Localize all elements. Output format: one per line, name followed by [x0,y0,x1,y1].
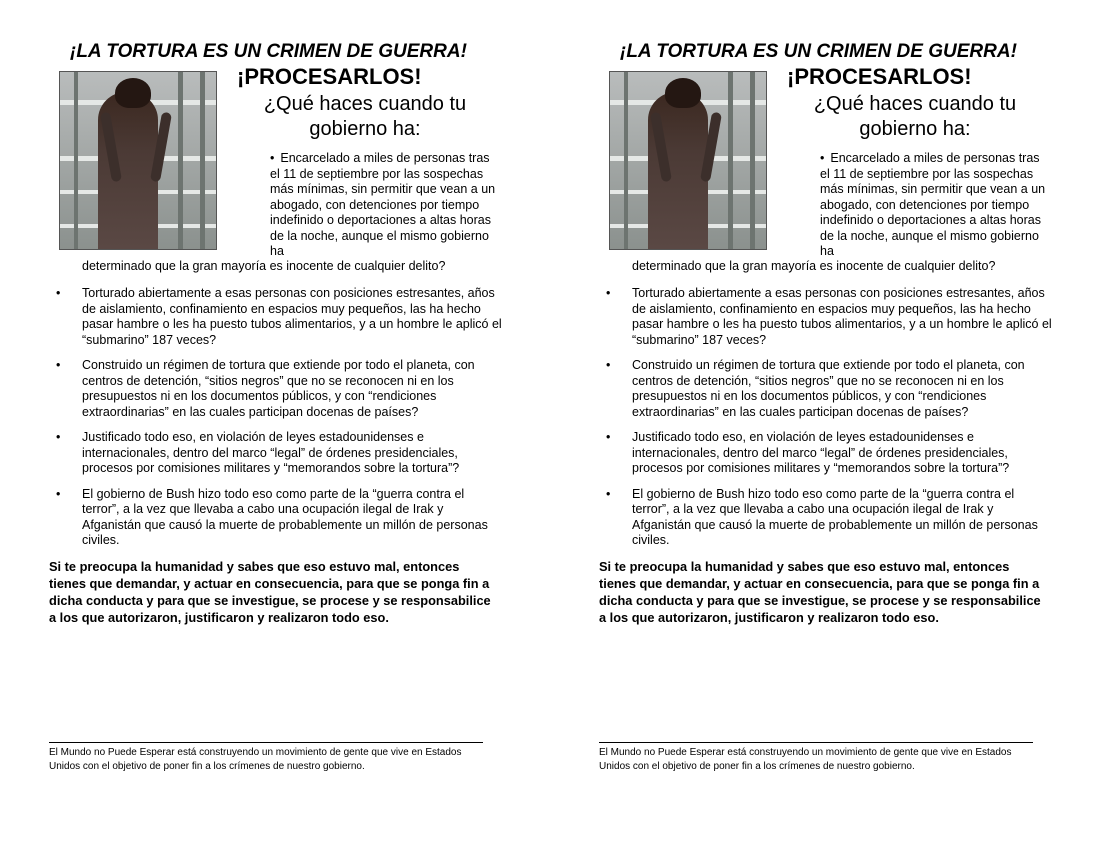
flyer-right [550,0,1100,850]
bullet-marker: • [56,358,61,372]
intro-continuation: determinado que la gran mayoría es inocente de cualquier delito? [82,259,446,273]
list-item-text: El gobierno de Bush hizo todo eso como parte de la “guerra contra el terror”, a la vez que llevaba a cabo una ocupación ilegal de Irak y Afganistán que causó la muerte de probablemente un millón de personas civiles. [82,486,488,547]
bullet-marker: • [56,486,61,501]
list-item [604,286,1054,348]
list-item-text: Construido un régimen de tortura que extiende por todo el planeta, con centros de detención, “sitios negros” que no se reconocen ni en los presupuestos ni en los documentos públicos, y con “rendiciones extraordinarias” en las cuales participan docenas de países? [82,358,475,419]
footer-text: El Mundo no Puede Esperar está construyendo un movimiento de gente que vive en Estados Unidos con el objetivo de poner fin a los crímenes de nuestro gobierno. [49,747,462,772]
bullet-marker: • [606,358,611,372]
call-to-action: Si te preocupa la humanidad y sabes que eso estuvo mal, entonces tienes que demandar, y actuar en consecuencia, para que se ponga fin a dicha conducta y para que se investigue, se procese y se responsabilice a los que autorizaron, justificaron y realizaron todo eso. [599,559,1041,625]
footer-divider [49,742,483,743]
bullet-marker: • [56,286,61,300]
subhead: ¡PROCESARLOS! [237,64,422,89]
list-item [54,487,504,549]
headline: ¡LA TORTURA ES UN CRIMEN DE GUERRA! [70,41,467,62]
list-item-text: Construido un régimen de tortura que extiende por todo el planeta, con centros de detención, “sitios negros” que no se reconocen ni en los presupuestos ni en los documentos públicos, y con “rendiciones extraordinarias” en las cuales participan docenas de países? [632,358,1025,419]
detainee-photo [609,71,767,250]
bullet-marker: • [270,151,275,165]
footer-text: El Mundo no Puede Esperar está construyendo un movimiento de gente que vive en Estados Unidos con el objetivo de poner fin a los crímenes de nuestro gobierno. [599,747,1012,772]
list-item [604,487,1054,549]
intro-bullet [270,151,502,260]
headline: ¡LA TORTURA ES UN CRIMEN DE GUERRA! [620,41,1017,62]
list-item-text: Justificado todo eso, en violación de leyes estadounidenses e internacionales, dentro del marco “legal” de órdenes presidenciales, procesos por comisiones militares y “memorandos sobre la tortura”? [82,430,460,475]
bullet-marker: • [606,286,611,300]
bullet-marker: • [606,486,611,501]
question-heading: ¿Qué haces cuando tu gobierno ha: [263,93,467,140]
list-item-text: Justificado todo eso, en violación de leyes estadounidenses e internacionales, dentro del marco “legal” de órdenes presidenciales, procesos por comisiones militares y “memorandos sobre la tortura”? [632,430,1010,475]
list-item-text: Torturado abiertamente a esas personas con posiciones estresantes, años de aislamiento, confinamiento en espacios muy pequeños, las ha hecho pasar hambre o les ha puesto tubos alimentarios, y a un hombre le aplicó el “submarino” 187 veces? [632,286,1052,347]
list-item-text: El gobierno de Bush hizo todo eso como parte de la “guerra contra el terror”, a la vez que llevaba a cabo una ocupación ilegal de Irak y Afganistán que causó la muerte de probablemente un millón de personas civiles. [632,486,1038,547]
list-item [604,358,1054,420]
footer-divider [599,742,1033,743]
bullet-marker: • [820,151,825,165]
bullet-list [54,286,504,559]
intro-bullet [820,151,1052,260]
question-heading: ¿Qué haces cuando tu gobierno ha: [813,93,1017,140]
intro-text: Encarcelado a miles de personas tras el 11 de septiembre por las sospechas más mínimas, sin permitir que vean a un abogado, con detenciones por tiempo indefinido o deportaciones a altas horas de la noche, aunque el mismo gobierno ha [270,151,496,258]
list-item-text: Torturado abiertamente a esas personas con posiciones estresantes, años de aislamiento, confinamiento en espacios muy pequeños, las ha hecho pasar hambre o les ha puesto tubos alimentarios, y a un hombre le aplicó el “submarino” 187 veces? [82,286,502,347]
list-item [54,286,504,348]
call-to-action: Si te preocupa la humanidad y sabes que eso estuvo mal, entonces tienes que demandar, y actuar en consecuencia, para que se ponga fin a dicha conducta y para que se investigue, se procese y se responsabilice a los que autorizaron, justificaron y realizaron todo eso. [49,559,491,625]
bullet-list [604,286,1054,559]
subhead: ¡PROCESARLOS! [787,64,972,89]
list-item [604,430,1054,477]
detainee-photo [59,71,217,250]
intro-text: Encarcelado a miles de personas tras el 11 de septiembre por las sospechas más mínimas, sin permitir que vean a un abogado, con detenciones por tiempo indefinido o deportaciones a altas horas de la noche, aunque el mismo gobierno ha [820,151,1046,258]
intro-continuation: determinado que la gran mayoría es inocente de cualquier delito? [632,259,996,273]
bullet-marker: • [56,430,61,444]
list-item [54,430,504,477]
list-item [54,358,504,420]
bullet-marker: • [606,430,611,444]
